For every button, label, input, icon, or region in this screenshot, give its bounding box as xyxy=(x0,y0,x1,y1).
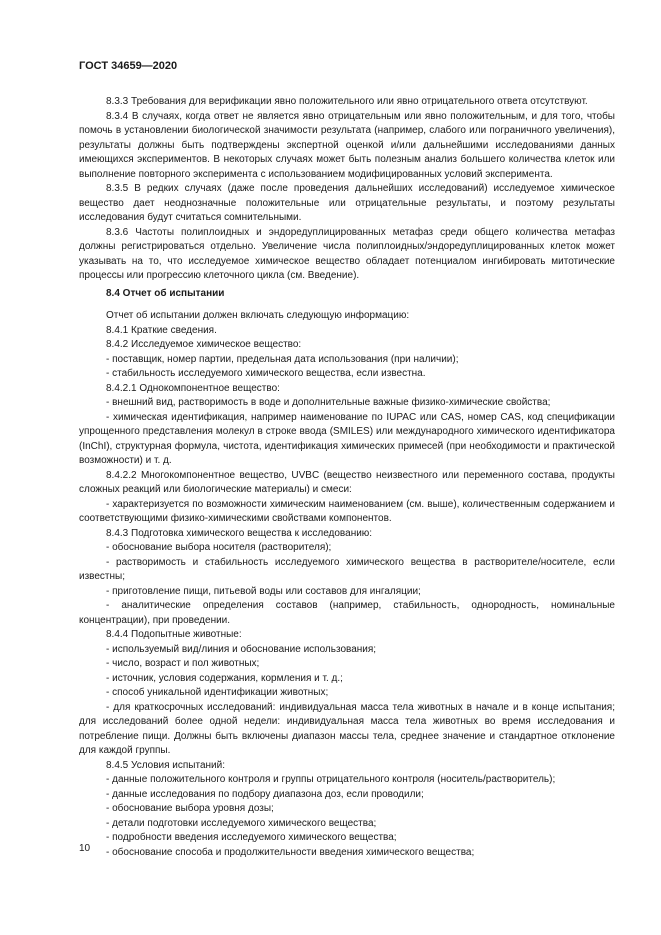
page-number: 10 xyxy=(79,843,91,854)
paragraph: 8.4.5 Условия испытаний: xyxy=(106,759,225,771)
list-item: - обоснование выбора носителя (растворителя); xyxy=(106,542,332,553)
list-item: - способ уникальной идентификации животных; xyxy=(106,687,329,698)
list-item: - поставщик, номер партии, предельная дата использования (при наличии); xyxy=(106,353,459,365)
paragraph: 8.4.2 Исследуемое химическое вещество: xyxy=(106,339,302,350)
paragraph: 8.4.3 Подготовка химического вещества к исследованию: xyxy=(106,527,373,539)
list-item: - обоснование выбора уровня дозы; xyxy=(106,803,274,814)
list-item: - подробности введения исследуемого химического вещества; xyxy=(106,832,397,843)
list-item: - характеризуется по возможности химическим наименованием (см. выше), количественным содержанием и соответствующими физико-химическими свойствами компонентов. xyxy=(79,498,615,524)
list-item: - число, возраст и пол животных; xyxy=(106,658,260,669)
list-item: - внешний вид, растворимость в воде и дополнительные важные физико-химические свойства; xyxy=(106,397,551,408)
paragraph: 8.3.3 Требования для верификации явно положительного или явно отрицательного ответа отсутствуют. xyxy=(106,96,588,107)
paragraph: 8.3.5 В редких случаях (даже после проведения дальнейших исследований) исследуемое химическое вещество дает неоднозначные положительные или отрицательные результаты, и поэтому результаты исследования будут считаться сомнительными. xyxy=(79,183,615,223)
page-body xyxy=(79,95,615,860)
list-item: - растворимость и стабильность исследуемого химического вещества в растворителе/носителе, если известны; xyxy=(79,556,615,582)
paragraph: 8.3.6 Частоты полиплоидных и эндоредуплицированных метафаз среди общего количества метафаз должны регистрироваться отдельно. Увеличение числа полиплоидных/эндоредуплицированных клеток может указывать на то, что исследуемое химическое вещество обладает потенциалом ингибировать митотические процессы или прогрессию клеточного цикла (см. Введение). xyxy=(79,226,615,281)
paragraph: 8.4.4 Подопытные животные: xyxy=(106,629,242,640)
list-item: - стабильность исследуемого химического вещества, если известна. xyxy=(106,368,426,379)
list-item: - детали подготовки исследуемого химического вещества; xyxy=(106,817,377,829)
paragraph: 8.3.4 В случаях, когда ответ не является явно отрицательным или явно положительным, и для того, чтобы помочь в установлении биологической значимости результата (например, слабого или пограничного увеличения), результаты должны быть подтверждены экспертной оценкой и/или дальнейшими исследованиями данных имеющихся экспериментов. В некоторых случаях может быть полезным анализ большего количества клеток или выполнение повторного эксперимента с использованием модифицированных условий эксперимента. xyxy=(79,110,615,180)
list-item: - аналитические определения составов (например, стабильность, однородность, номинальные концентрации), при проведении. xyxy=(79,600,615,626)
paragraph: 8.4.2.2 Многокомпонентное вещество, UVBC (вещество неизвестного или переменного состава, продукты сложных реакций или биологические материалы) и смеси: xyxy=(79,469,615,495)
paragraph: 8.4.1 Краткие сведения. xyxy=(106,324,217,336)
paragraph: 8.4.2.1 Однокомпонентное вещество: xyxy=(106,382,280,394)
list-item: - данные положительного контроля и группы отрицательного контроля (носитель/растворитель); xyxy=(106,774,556,785)
list-item: - приготовление пищи, питьевой воды или составов для ингаляции; xyxy=(106,585,421,597)
section-title: 8.4 Отчет об испытании xyxy=(106,287,225,299)
list-item: - химическая идентификация, например наименование по IUPAC или CAS, номер CAS, код спецификации упрощенного представления молекул в строке ввода (SMILES) или международного химического идентификатора (InChI), структурная формула, чистота, идентификация химических примесей (при необходимости и практической возможности) и т. д. xyxy=(79,411,615,466)
list-item: - используемый вид/линия и обоснование использования; xyxy=(106,643,377,655)
list-item: - обоснование способа и продолжительности введения химического вещества; xyxy=(106,846,475,858)
list-item: - для краткосрочных исследований: индивидуальная масса тела животных в начале и в конце испытания; для исследований более одной недели: индивидуальная масса тела животных во время исследования и потребление пищи. Должны быть включены диапазон массы тела, среднее значение и стандартное отклонение для каждой группы. xyxy=(79,701,615,756)
document-header: ГОСТ 34659—2020 xyxy=(79,60,178,72)
list-item: - данные исследования по подбору диапазона доз, если проводили; xyxy=(106,788,424,800)
paragraph: Отчет об испытании должен включать следующую информацию: xyxy=(106,310,410,321)
list-item: - источник, условия содержания, кормления и т. д.; xyxy=(106,672,343,684)
